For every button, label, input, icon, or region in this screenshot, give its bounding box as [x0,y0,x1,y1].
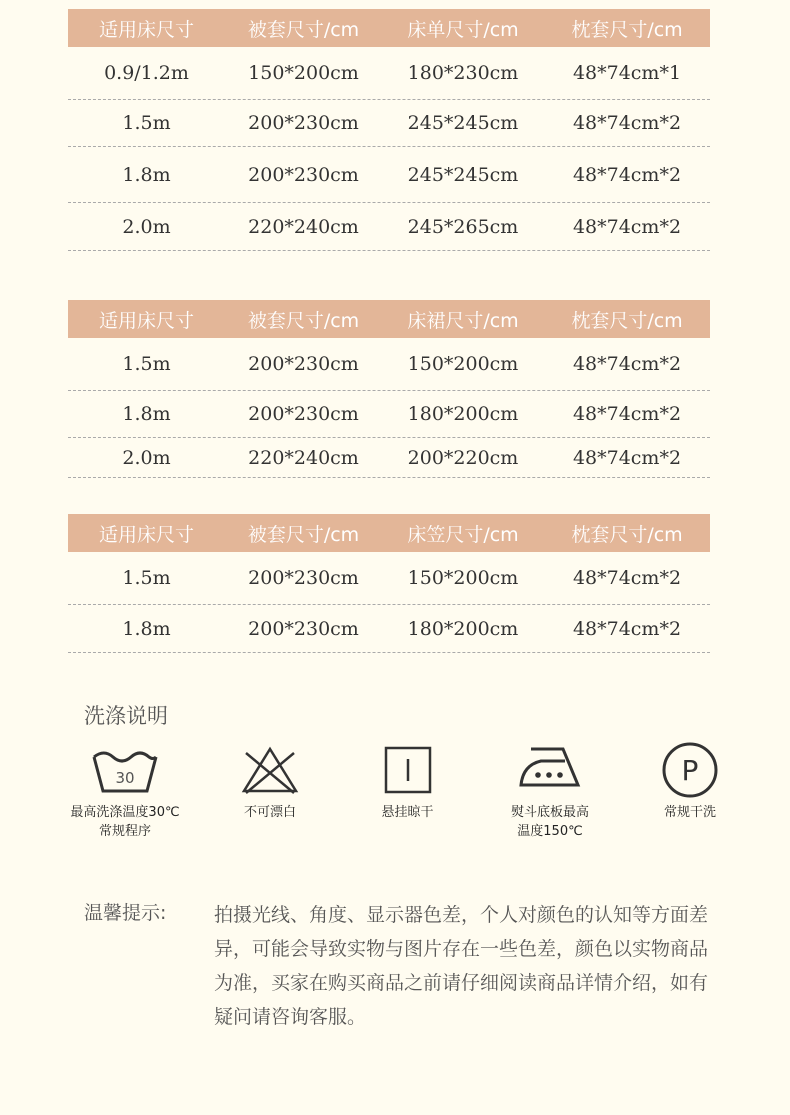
table-cell: 220*240cm [248,446,359,469]
table-cell: 180*230cm [407,62,519,84]
table-cell: 0.9/1.2m [104,62,189,84]
washing-label: 常规干洗 [663,805,716,820]
washing-label: 最高洗涤温度30℃ [70,805,180,820]
table-cell: 2.0m [122,215,171,238]
table-cell: 180*200cm [407,617,519,640]
washing-title: 洗涤说明 [84,704,168,728]
header-cell: 枕套尺寸/cm [571,18,683,41]
washing-label: 悬挂晾干 [381,805,434,820]
table-cell: 200*230cm [248,163,359,186]
header-cell: 适用床尺寸 [98,523,194,546]
table-cell: 245*265cm [407,215,519,238]
table-cell: 1.8m [122,617,171,640]
size-table-skirt [68,300,710,478]
table-row [68,605,710,653]
table-cell: 48*74cm*2 [572,446,682,469]
washing-item [60,745,190,841]
table-cell: 1.5m [122,353,171,375]
tip-label: 温馨提示: [84,902,167,924]
table-row [68,338,710,391]
table-row [68,147,710,203]
table-cell: 48*74cm*2 [572,403,682,425]
iron-icon [517,745,583,795]
washing-item [360,745,455,822]
table-row [68,100,710,147]
table-cell: 48*74cm*2 [572,567,682,589]
washing-icons [60,745,740,855]
header-cell: 床笠尺寸/cm [407,523,519,546]
table-cell: 48*74cm*2 [572,353,682,375]
hang-dry-icon [383,745,433,795]
washing-item [490,745,610,841]
header-cell: 被套尺寸/cm [247,309,360,332]
washing-label: 不可漂白 [243,805,296,820]
header-cell: 适用床尺寸 [98,309,194,332]
table-cell: 200*230cm [248,353,359,375]
table-cell: 200*230cm [248,403,359,425]
table-cell: 2.0m [122,446,171,469]
table-cell: 1.5m [122,567,171,589]
no-bleach-icon [240,745,300,795]
table-cell: 180*200cm [407,403,519,425]
washing-label: 常规程序 [98,824,151,839]
table-cell: 150*200cm [407,567,519,589]
table-row [68,391,710,438]
header-cell: 适用床尺寸 [98,18,194,41]
table-header [68,300,710,338]
tip-text: 拍摄光线、角度、显示器色差，个人对颜色的认知等方面差异，可能会导致实物与图片存在一些色差，颜色以实物商品为准，买家在购买商品之前请仔细阅读商品详情介绍，如有疑问请咨询客服。 [214,904,709,1028]
table-cell: 1.8m [122,403,171,425]
table-cell: 200*230cm [248,112,359,134]
table-row [68,438,710,478]
header-cell: 床裙尺寸/cm [407,309,519,332]
table-cell: 200*220cm [407,446,519,469]
table-cell: 48*74cm*2 [572,112,682,134]
size-table-sheet [68,9,710,251]
table-cell: 245*245cm [407,163,519,186]
svg-text:30: 30 [115,769,135,787]
table-cell: 200*230cm [248,617,359,640]
washing-label: 熨斗底板最高 [510,805,589,820]
table-cell: 220*240cm [248,215,359,238]
table-cell: 245*245cm [407,112,519,134]
table-row [68,552,710,605]
table-cell: 48*74cm*1 [572,62,682,84]
table-cell: 150*200cm [407,353,519,375]
table-cell: 48*74cm*2 [572,163,682,186]
table-cell: 48*74cm*2 [572,617,682,640]
table-header [68,514,710,552]
header-cell: 床单尺寸/cm [407,18,519,41]
header-cell: 被套尺寸/cm [247,18,360,41]
washing-label: 温度150℃ [517,824,583,839]
svg-text:P: P [681,754,699,787]
table-cell: 1.8m [122,163,171,186]
table-row [68,203,710,251]
header-cell: 枕套尺寸/cm [571,309,683,332]
header-cell: 枕套尺寸/cm [571,523,683,546]
dry-clean-p-icon [662,742,718,798]
table-cell: 1.5m [122,112,171,134]
table-cell: 200*230cm [248,567,359,589]
table-cell: 48*74cm*2 [572,215,682,238]
washing-item [650,745,730,822]
wash-basin-30-icon [90,745,160,795]
table-cell: 150*200cm [248,62,359,84]
table-row [68,47,710,100]
header-cell: 被套尺寸/cm [247,523,360,546]
table-header [68,9,710,47]
washing-item [220,745,320,822]
size-table-fitted [68,514,710,653]
